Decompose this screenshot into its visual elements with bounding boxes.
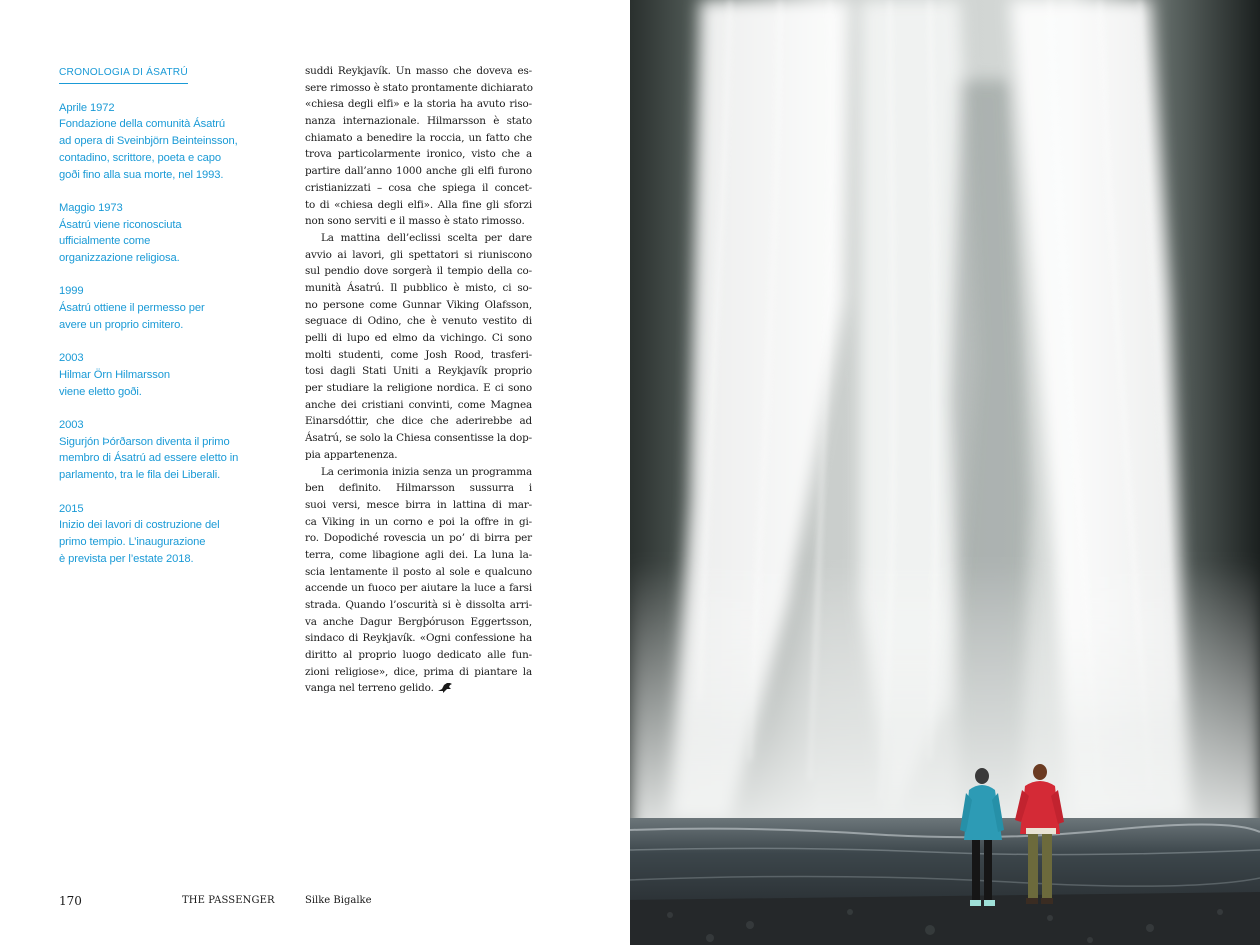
article-line: «chiesa degli elfi» e la storia ha avuto riso- [305, 98, 532, 111]
timeline-entry [59, 350, 259, 400]
timeline-heading: CRONOLOGIA DI ÁSATRÚ [59, 65, 188, 84]
article-line: pelli di lupo ed elmo da vichingo. Ci sono [305, 332, 532, 344]
article-line: ben definito. Hilmarsson sussurra i [305, 482, 532, 495]
timeline-text-line: Hilmar Örn Hilmarsson [59, 368, 171, 381]
timeline-text-line: ad opera di Sveinbjörn Beinteinsson, [59, 135, 238, 148]
timeline-text-line: è prevista per l’estate 2018. [59, 552, 194, 565]
article-line: avvio ai lavori, gli spettatori si riuniscono [305, 248, 532, 261]
page-number: 170 [59, 894, 82, 908]
timeline-entries [59, 100, 259, 568]
timeline-text-line: viene eletto goði. [59, 385, 142, 398]
article-line: munità Ásatrú. Il pubblico è misto, ci so- [305, 281, 532, 294]
article-line: ro. Dopodiché rovescia un po’ di birra per [305, 532, 532, 545]
timeline-entry [59, 100, 259, 184]
article-line: suoi versi, mesce birra in lattina di mar- [305, 498, 532, 511]
timeline-text-line: primo tempio. L’inaugurazione [59, 535, 206, 548]
timeline-entry [59, 200, 259, 267]
timeline-year: 2003 [59, 352, 84, 365]
article-line: chiamato a benedire la roccia, un fatto che [305, 131, 532, 144]
timeline-year: Maggio 1973 [59, 201, 123, 214]
timeline-text-line: organizzazione religiosa. [59, 252, 180, 265]
article-line: pia appartenenza. [305, 448, 398, 461]
article-line: tosi dagli Stati Uniti a Reykjavík proprio [305, 365, 532, 378]
article-line: molti studenti, come Josh Rood, trasferi- [305, 348, 532, 361]
waterfall-photo [630, 0, 1260, 945]
article-line: seguace di Odino, che è venuto vestito di [305, 315, 532, 328]
article-line: anche dei cristiani convinti, come Magnea [305, 398, 532, 411]
article-line: ca Viking in un corno e poi la offre in gi- [305, 515, 532, 528]
article-line: cristianizzati – cosa che spiega il concet- [305, 181, 532, 194]
article-line: va anche Dagur Bergþóruson Eggertsson, [305, 615, 532, 628]
article-line: sindaco di Reykjavík. «Ogni confessione ha [305, 632, 532, 645]
article-line: La cerimonia inizia senza un programma [321, 465, 532, 478]
timeline-text-line: Sigurjón Þórðarson diventa il primo [59, 435, 230, 448]
timeline-year: 2015 [59, 502, 84, 515]
article-line: nanza internazionale. Hilmarsson è stato [305, 115, 532, 128]
article-line: suddi Reykjavík. Un masso che doveva es- [305, 65, 532, 77]
timeline-sidebar [59, 64, 259, 584]
author-name: Silke Bigalke [305, 895, 372, 906]
article-line: to di «chiesa degli elfi». Alla fine gli sforzi [305, 198, 532, 211]
article-line: vanga nel terreno gelido. [305, 680, 532, 697]
timeline-text-line: Ásatrú viene riconosciuta [59, 218, 182, 231]
article-line: trova particolarmente ironico, visto che a [305, 148, 532, 161]
article-line: La mattina dell’eclissi scelta per dare [321, 231, 532, 244]
article-line: terra, come libagione agli dei. La luna la- [305, 548, 532, 561]
timeline-text-line: Inizio dei lavori di costruzione del [59, 519, 220, 532]
timeline-text-line: parlamento, tra le fila dei Liberali. [59, 469, 221, 482]
timeline-year: 2003 [59, 419, 84, 431]
raven-icon [438, 682, 452, 699]
article-line: accende un fuoco per aiutare la luce a farsi [305, 582, 532, 595]
article-line: zioni religiose», dice, prima di piantare la [305, 665, 532, 678]
article-line: sere rimosso è stato prontamente dichiarato [305, 81, 533, 94]
timeline-entry [59, 283, 259, 333]
article-line: Ásatrú, se solo la Chiesa consentisse la dop- [305, 432, 532, 445]
waterfall-illustration [630, 0, 1260, 945]
article-line: diritto al proprio luogo dedicato alle fun- [305, 649, 532, 662]
article-line: Einarsdóttir, che dice che aderirebbe ad [305, 415, 532, 428]
timeline-text-line: avere un proprio cimitero. [59, 318, 184, 331]
article-line: no persone come Gunnar Viking Olafsson, [305, 298, 532, 311]
article-line: per studiare la religione nordica. E ci sono [305, 382, 532, 395]
article-line: scia lentamente il posto al sole e qualcuno [305, 565, 532, 578]
timeline-year: Aprile 1972 [59, 101, 115, 114]
timeline-text-line: goði fino alla sua morte, nel 1993. [59, 168, 224, 181]
timeline-text-line: membro di Ásatrú ad essere eletto in [59, 452, 239, 465]
article-line: non sono serviti e il masso è stato rimosso. [305, 215, 525, 228]
timeline-text-line: Ásatrú ottiene il permesso per [59, 302, 205, 315]
timeline-year: 1999 [59, 285, 84, 298]
article-line: strada. Quando l’oscurità si è dissolta arri- [305, 599, 532, 611]
magazine-name: THE PASSENGER [182, 895, 275, 906]
timeline-entry [59, 417, 259, 484]
article-body [305, 63, 532, 697]
timeline-text-line: contadino, scrittore, poeta e capo [59, 151, 222, 164]
article-line: sul pendio dove sorgerà il tempio della co- [305, 265, 532, 278]
timeline-text-line: ufficialmente come [59, 235, 151, 248]
article-line: partire dall’anno 1000 anche gli elfi furono [305, 165, 532, 178]
timeline-entry [59, 501, 259, 568]
timeline-text-line: Fondazione della comunità Ásatrú [59, 118, 225, 131]
